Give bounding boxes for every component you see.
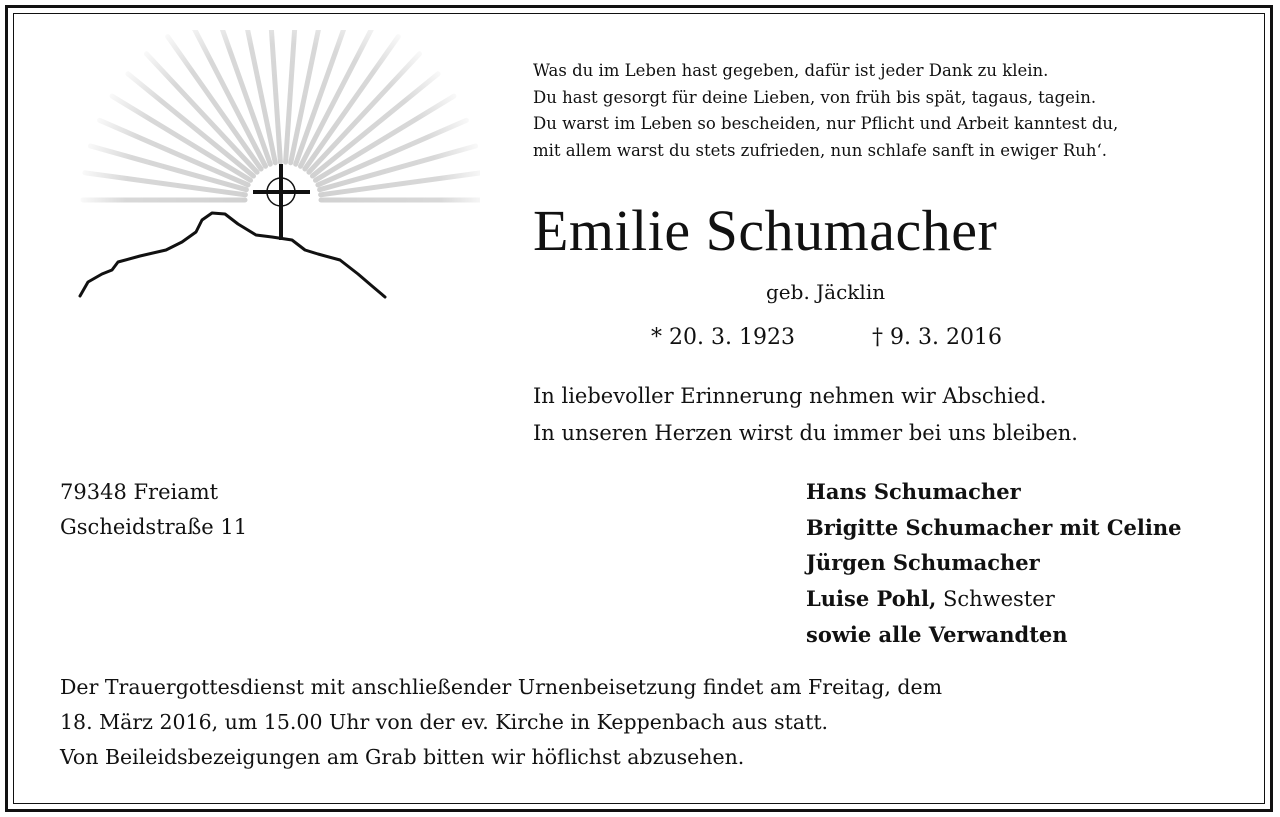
address bbox=[60, 475, 247, 545]
poem-line: mit allem warst du stets zufrieden, nun schlafe sanft in ewiger Ruh‘. bbox=[533, 140, 1108, 160]
address-city: 79348 Freiamt bbox=[60, 480, 219, 504]
mountain-cross-sunburst-icon bbox=[60, 30, 480, 320]
mourners-list bbox=[806, 474, 1182, 653]
mourner-relation: Schwester bbox=[942, 586, 1055, 611]
deceased-name: Emilie Schumacher bbox=[533, 198, 998, 263]
maiden-name: geb. Jäcklin bbox=[766, 280, 886, 304]
birth-date: * 20. 3. 1923 bbox=[651, 325, 795, 350]
farewell-text bbox=[533, 378, 1078, 452]
mourner bbox=[806, 581, 1182, 618]
poem-line: Du warst im Leben so bescheiden, nur Pflicht und Arbeit kanntest du, bbox=[533, 114, 1119, 133]
mourner: Hans Schumacher bbox=[806, 479, 1021, 504]
mourner: Brigitte Schumacher mit Celine bbox=[806, 514, 1182, 540]
farewell-line: In liebevoller Erinnerung nehmen wir Abschied. bbox=[533, 384, 1047, 408]
poem bbox=[533, 58, 1118, 164]
death-date: † 9. 3. 2016 bbox=[872, 325, 1002, 350]
farewell-line: In unseren Herzen wirst du immer bei uns bleiben. bbox=[533, 421, 1078, 445]
service-line: 18. März 2016, um 15.00 Uhr von der ev. Kirche in Keppenbach aus statt. bbox=[60, 710, 829, 734]
poem-line: Was du im Leben hast gegeben, dafür ist jeder Dank zu klein. bbox=[533, 61, 1049, 80]
service-notice bbox=[60, 670, 942, 775]
mourner-name: Luise Pohl, bbox=[806, 585, 937, 611]
mourner: Jürgen Schumacher bbox=[806, 550, 1040, 575]
mourners-closing: sowie alle Verwandten bbox=[806, 622, 1068, 647]
address-street: Gscheidstraße 11 bbox=[60, 515, 248, 539]
service-line: Von Beileidsbezeigungen am Grab bitten wir höflichst abzusehen. bbox=[60, 745, 745, 769]
poem-line: Du hast gesorgt für deine Lieben, von früh bis spät, tagaus, tagein. bbox=[533, 87, 1097, 107]
service-line: Der Trauergottesdienst mit anschließender Urnenbeisetzung findet am Freitag, dem bbox=[60, 675, 943, 699]
